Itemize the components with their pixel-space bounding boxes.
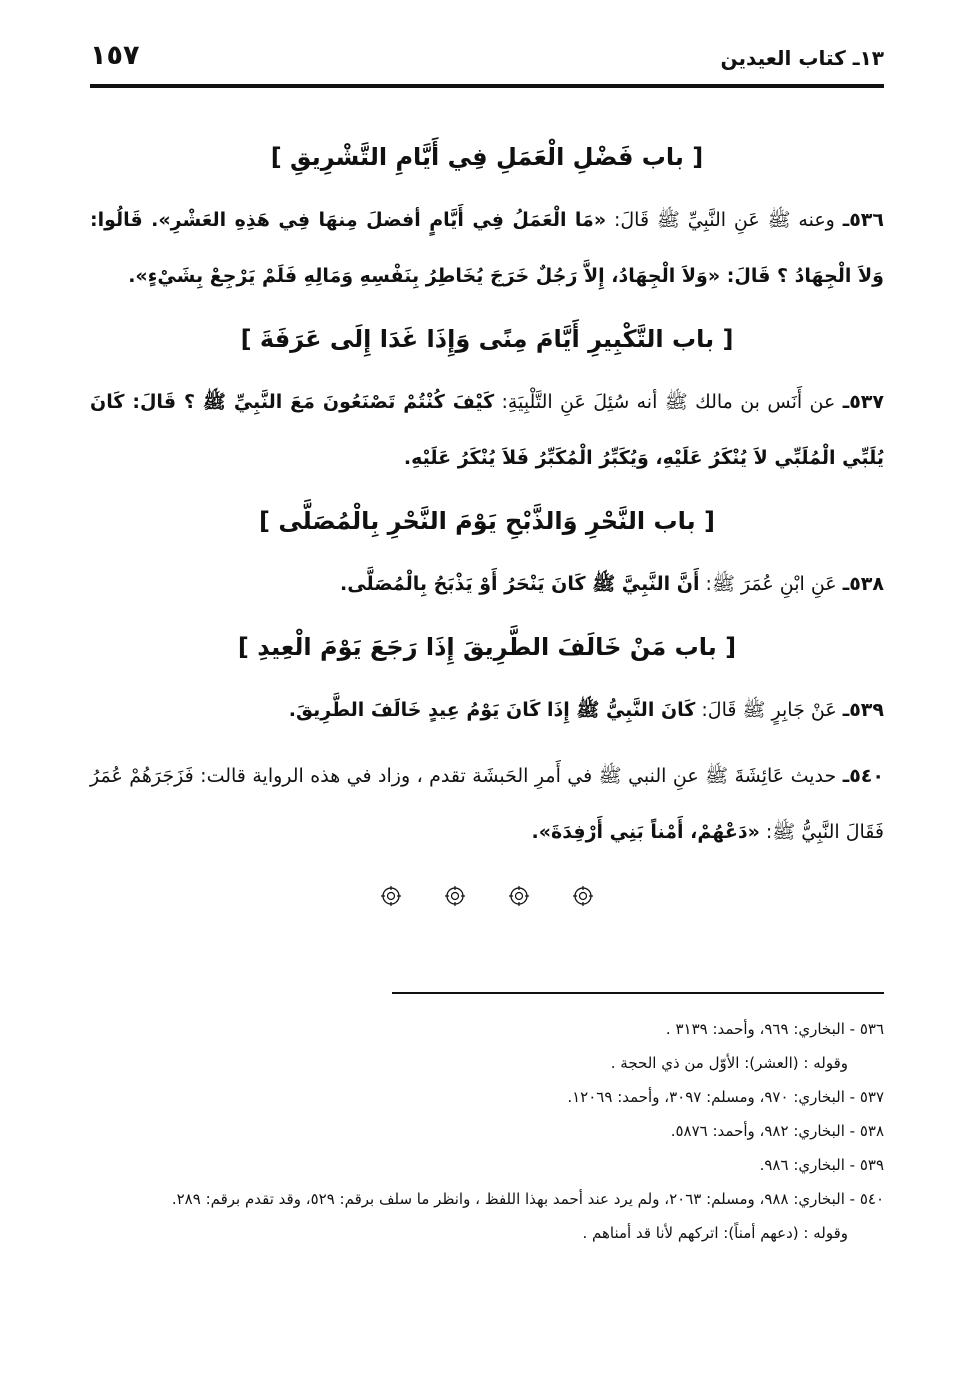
hadith-quote: كَانَ النَّبِيُّ ﷺ إِذَا كَانَ يَوْمُ عِيدٍ خَالَفَ الطَّرِيقَ. xyxy=(288,699,696,721)
flower-ornament-icon xyxy=(507,884,531,914)
footnote-number: ٥٣٨ - xyxy=(845,1122,884,1140)
hadith-quote: كَيْفَ كُنْتُمْ تَصْنَعُونَ مَعَ النَّبِيِّ ﷺ ؟ قَالَ: كَانَ يُلَبِّي الْمُلَبِّي لاَ يُنْكَرُ عَلَيْهِ، وَيُكَبِّرُ الْمُكَبِّرُ فَلاَ يُنْكَرُ عَلَيْهِ. xyxy=(90,391,884,469)
hadith-quote: «دَعْهُمْ، أَمْناً بَنِي أَرْفِدَةَ». xyxy=(531,821,760,843)
footnote-540-note: وقوله : (دعهم أمناً): اتركهم لأنا قد أمناهم . xyxy=(582,1224,848,1242)
footnote-text: البخاري: ٩٦٩، وأحمد: ٣١٣٩ . xyxy=(665,1020,845,1038)
hadith-number: ٥٣٨ ـ xyxy=(843,573,884,595)
footnote-text: البخاري: ٩٨٨، ومسلم: ٢٠٦٣، ولم يرد عند أحمد بهذا اللفظ ، وانظر ما سلف برقم: ٥٢٩، وقد تقدم برقم: ٢٨٩. xyxy=(171,1190,845,1208)
page-number: ١٥٧ xyxy=(90,40,140,71)
footnote-538 xyxy=(80,1114,884,1148)
chapter-title: ١٣ـ كتاب العيدين xyxy=(720,46,884,70)
header-rule xyxy=(90,84,884,88)
footnote-text: البخاري: ٩٧٠، ومسلم: ٣٠٩٧، وأحمد: ١٢٠٦٩. xyxy=(567,1088,845,1106)
hadith-intro: حديث عَائِشَةَ ﷺ عنِ النبي ﷺ في أَمرِ الحَبشَة تقدم ، وزاد في هذه الرواية قالت: فَزَجَرَهُمْ عُمَرُ فَقَالَ النَّبِيُّ ﷺ: xyxy=(90,765,884,843)
footnote-536 xyxy=(80,1012,884,1046)
hadith-quote: أَنَّ النَّبِيَّ ﷺ كَانَ يَنْحَرُ أَوْ يَذْبَحُ بِالْمُصَلَّى. xyxy=(340,573,700,595)
hadith-539 xyxy=(90,682,884,738)
chapter-heading-takbeer: [ باب التَّكْبِيرِ أَيَّامَ مِنًى وَإِذَا غَدَا إِلَى عَرَفَةَ ] xyxy=(240,325,734,353)
hadith-536 xyxy=(90,192,884,304)
footnote-text: البخاري: ٩٨٢، وأحمد: ٥٨٧٦. xyxy=(670,1122,845,1140)
running-head xyxy=(90,40,884,80)
hadith-540 xyxy=(90,748,884,860)
footnotes xyxy=(80,1012,884,1250)
section-ornaments xyxy=(90,884,884,914)
footnote-number: ٥٣٦ - xyxy=(845,1020,884,1038)
hadith-538 xyxy=(90,556,884,612)
hadith-537 xyxy=(90,374,884,486)
hadith-intro: عَنْ جَابِرٍ ﷺ قَالَ: xyxy=(695,699,837,721)
hadith-intro: عَنِ ابْنِ عُمَرَ ﷺ: xyxy=(699,573,837,595)
footnote-number: ٥٤٠ - xyxy=(845,1190,884,1208)
flower-ornament-icon xyxy=(379,884,403,914)
footnote-number: ٥٣٧ - xyxy=(845,1088,884,1106)
hadith-number: ٥٤٠ ـ xyxy=(843,765,884,787)
footnote-text: البخاري: ٩٨٦. xyxy=(759,1156,845,1174)
flower-ornament-icon xyxy=(443,884,467,914)
hadith-number: ٥٣٩ ـ xyxy=(843,699,884,721)
flower-ornament-icon xyxy=(571,884,595,914)
hadith-quote: «مَا الْعَمَلُ فِي أَيَّامٍ أفضلَ مِنهَا فِي هَذِهِ العَشْرِ». قَالُوا: وَلاَ الْجِهَادُ ؟ قَالَ: «وَلاَ الْجِهَادُ، إِلاَّ رَجُلٌ خَرَجَ يُخَاطِرُ بِنَفْسِهِ وَمَالِهِ فَلَمْ يَرْجِعْ بِشَيْءٍ». xyxy=(90,209,884,287)
footnote-rule xyxy=(392,992,884,994)
chapter-heading-tareeq: [ باب مَنْ خَالَفَ الطَّرِيقَ إِذَا رَجَعَ يَوْمَ الْعِيدِ ] xyxy=(237,633,737,661)
chapter-heading-nahr: [ باب النَّحْرِ وَالذَّبْحِ يَوْمَ النَّحْرِ بِالْمُصَلَّى ] xyxy=(259,507,715,535)
chapter-heading-tashreeq: [ باب فَضْلِ الْعَمَلِ فِي أَيَّامِ التَّشْرِيقِ ] xyxy=(270,143,704,171)
footnote-number: ٥٣٩ - xyxy=(845,1156,884,1174)
footnote-536-note: وقوله : (العشر): الأوّل من ذي الحجة . xyxy=(610,1054,848,1072)
hadith-intro: وعنه ﷺ عَنِ النَّبِيِّ ﷺ قَالَ: xyxy=(606,209,835,231)
footnote-540 xyxy=(80,1182,884,1216)
hadith-number: ٥٣٧ ـ xyxy=(843,391,884,413)
main-text xyxy=(90,132,884,914)
footnote-539 xyxy=(80,1148,884,1182)
footnote-537 xyxy=(80,1080,884,1114)
hadith-number: ٥٣٦ ـ xyxy=(843,209,884,231)
hadith-intro: عن أَنَس بن مالك ﷺ أنه سُئِلَ عَنِ التَّلْبِيَةِ: xyxy=(494,391,836,413)
